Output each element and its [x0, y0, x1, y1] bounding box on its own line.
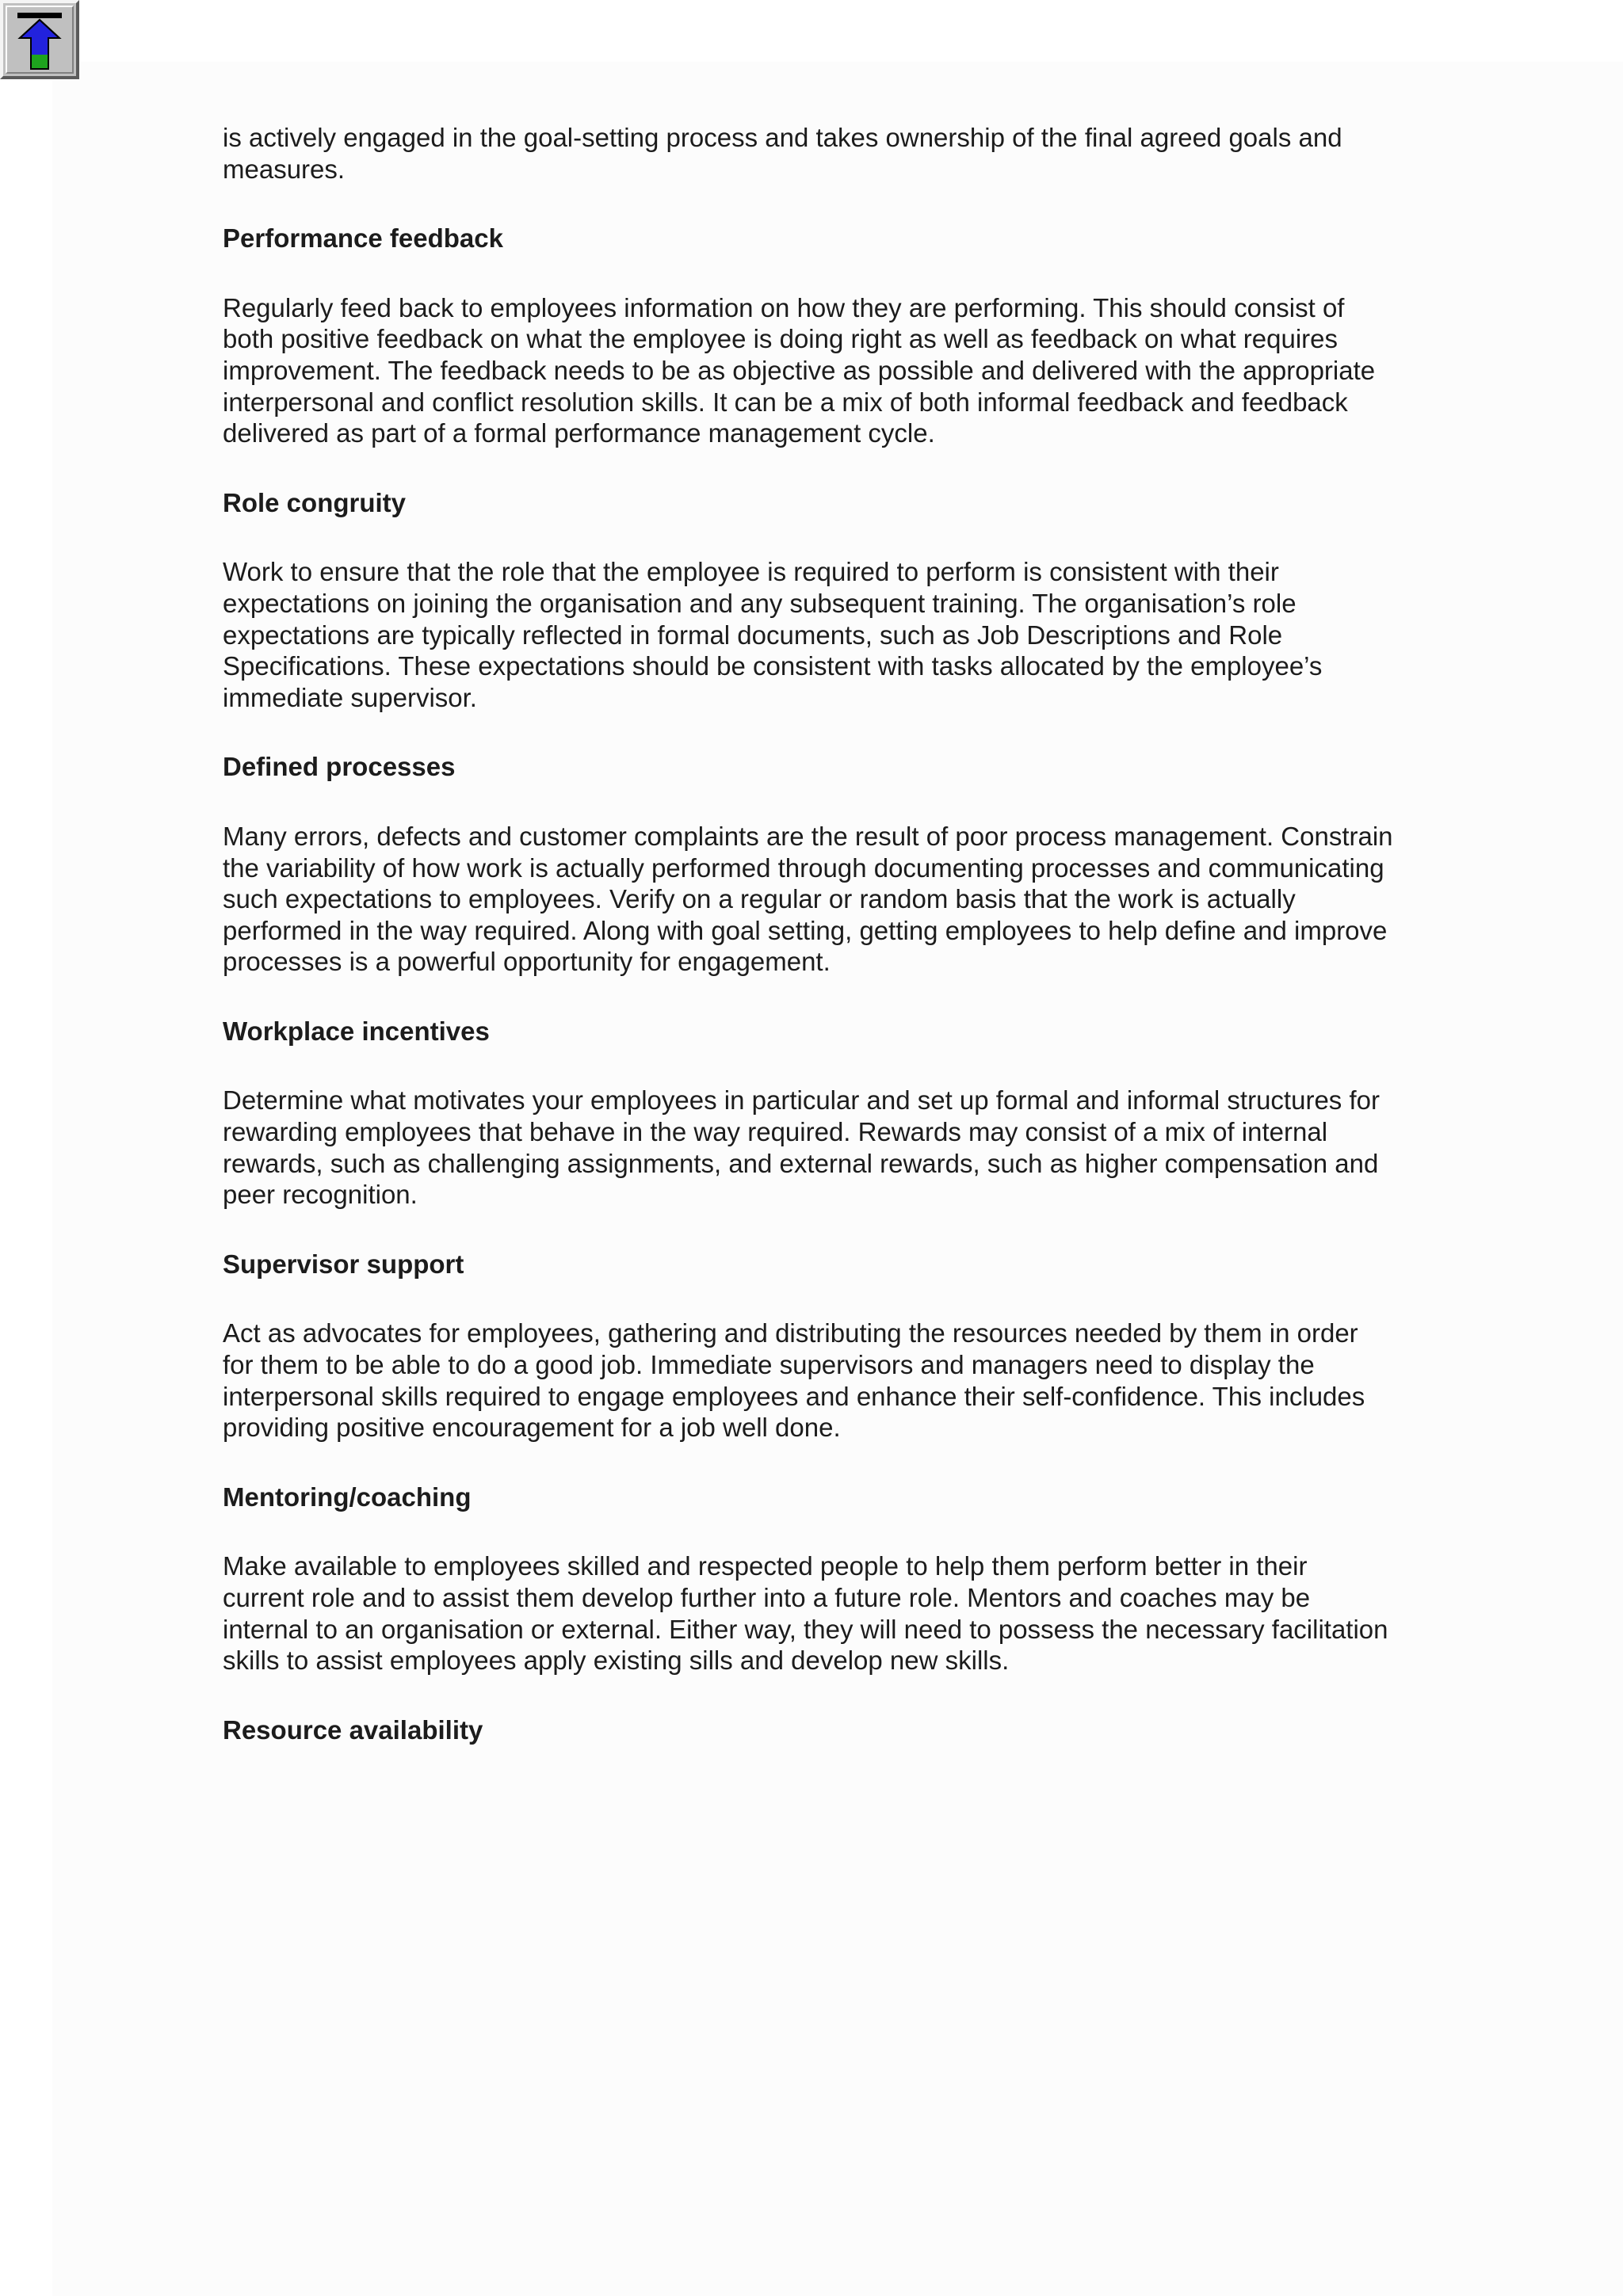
section-body: Regularly feed back to employees information on how they are performing. This should consist of both positive feedback on what the employee is doing right as well as feedback on what requires improvement. The feedback needs to be as objective as possible and delivered with the appropriate interpersonal and conflict resolution skills. It can be a mix of both informal feedback and feedback delivered as part of a formal performance management cycle.	[223, 292, 1376, 448]
section-heading: Defined processes	[223, 752, 456, 782]
up-button[interactable]	[0, 0, 79, 79]
section-heading: Resource availability	[223, 1714, 483, 1745]
section-heading: Role congruity	[223, 487, 407, 517]
section-body: Determine what motivates your employees in particular and set up formal and informal structures for rewarding employees that behave in the way required. Rewards may consist of a mix of internal rewards, such as challenging assignments, and external rewards, such as higher compensation and peer recognition.	[223, 1085, 1380, 1210]
section-heading: Workplace incentives	[223, 1016, 490, 1046]
up-arrow-icon	[16, 11, 63, 71]
section-heading: Mentoring/coaching	[223, 1482, 472, 1512]
section-body: Make available to employees skilled and respected people to help them perform better in their current role and to assist them develop further into a future role. Mentors and coaches may be internal to an organisation or external. Either way, they will need to possess the necessary facilitation skills to assist employees apply existing sills and develop new skills.	[223, 1551, 1388, 1676]
section-heading: Performance feedback	[223, 223, 503, 254]
intro-paragraph: is actively engaged in the goal-setting process and takes ownership of the final agreed goals and measures.	[223, 123, 1342, 184]
section-body: Act as advocates for employees, gathering and distributing the resources needed by them in order for them to be able to do a good job. Immediate supervisors and managers need to display the interpersonal skills required to engage employees and enhance their self-confidence. This includes providing positive encouragement for a job well done.	[223, 1318, 1365, 1443]
section-heading: Supervisor support	[223, 1249, 464, 1279]
document-content	[223, 122, 1396, 1783]
section-body: Many errors, defects and customer complaints are the result of poor process management. Constrain the variability of how work is actually performed through documenting processes and communicating such expectations to employees. Verify on a regular or random basis that the work is actually performed in the way required. Along with goal setting, getting employees to help define and improve processes is a powerful opportunity for engagement.	[223, 821, 1393, 977]
section-body: Work to ensure that the role that the employee is required to perform is consistent with their expectations on joining the organisation and any subsequent training. The organisation’s role expectations are typically reflected in formal documents, such as Job Descriptions and Role Specifications. These expectations should be consistent with tasks allocated by the employee’s immediate supervisor.	[223, 557, 1323, 712]
